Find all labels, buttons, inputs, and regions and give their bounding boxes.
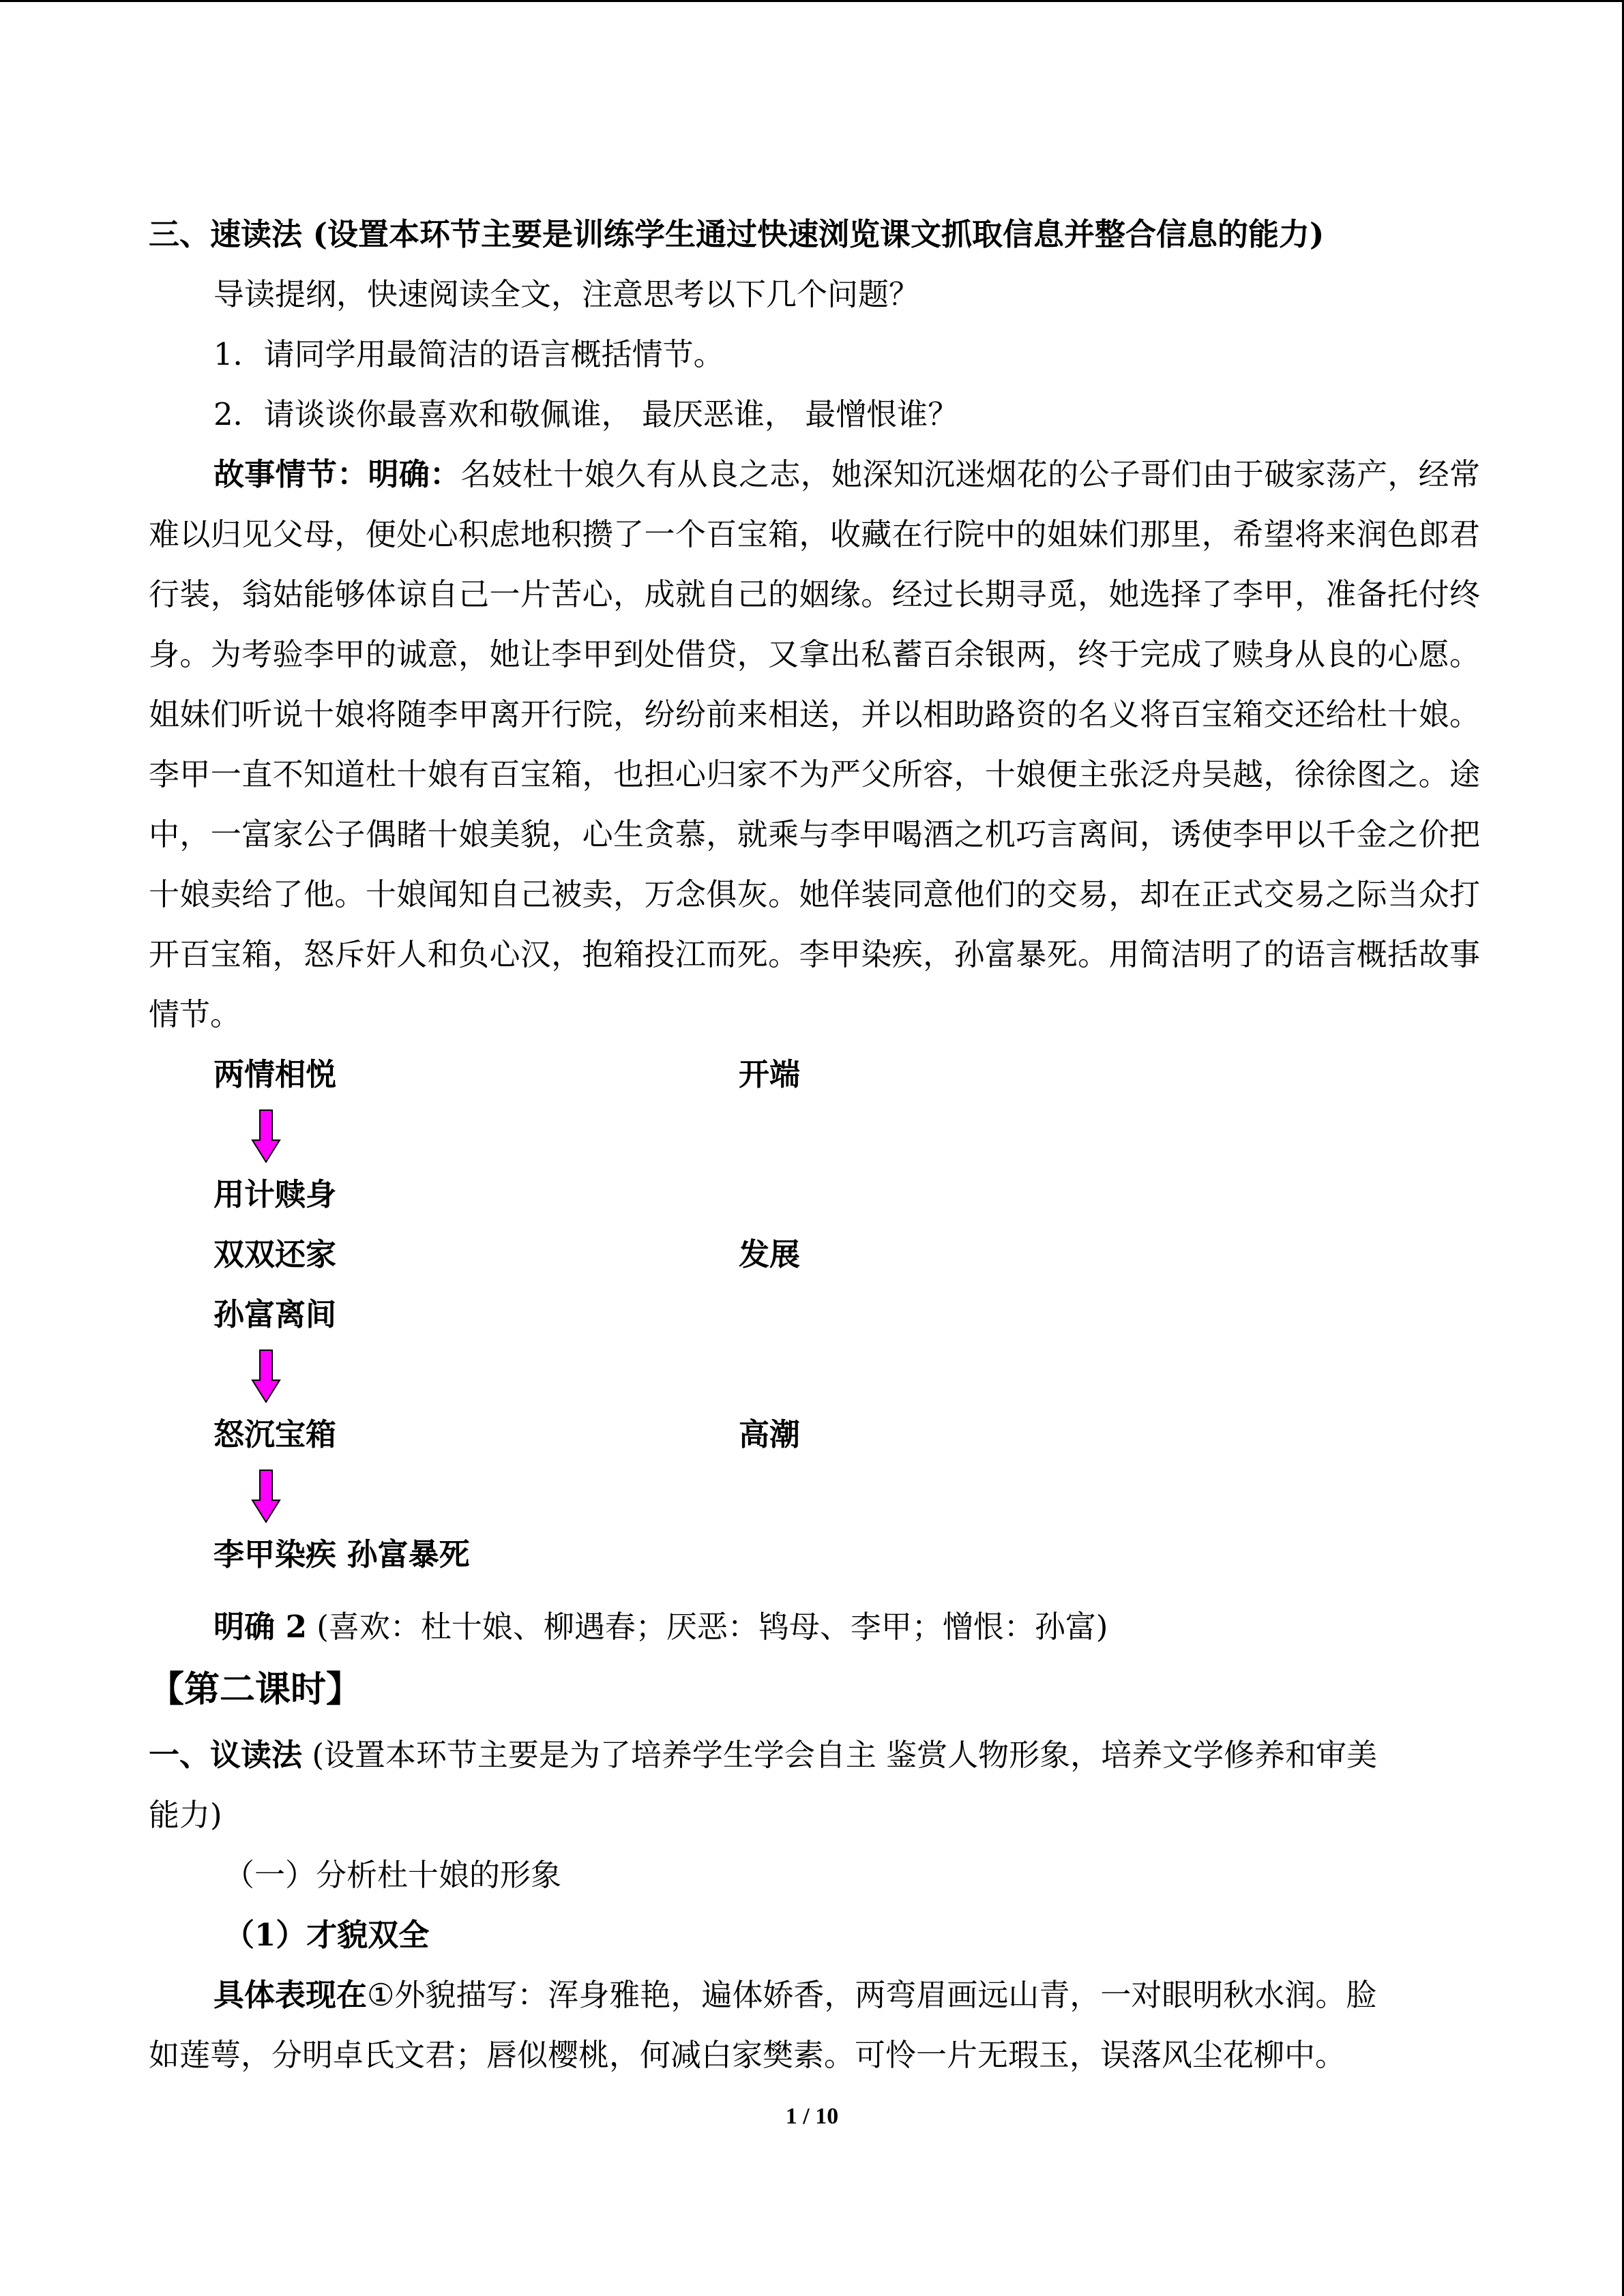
- down-arrow-icon: [251, 1469, 281, 1523]
- plot-answer-text: 名妓杜十娘久有从良之志，她深知沉迷烟花的公子哥们由于破家荡产，经常难以归见父母，便处心积虑地积攒了一个百宝箱，收藏在行院中的姐妹们那里，希望将来润色郎君行装，翁姑能够体谅自己一片苦心，成就自己的姻缘。经过长期寻觅，她选择了李甲，准备托付终身。为考验李甲的诚意，她让李甲到处借贷，又拿出私蓄百余银两，终于完成了赎身从良的心愿。姐妹们听说十娘将随李甲离开行院，纷纷前来相送，并以相助路资的名义将百宝箱交还给杜十娘。李甲一直不知道杜十娘有百宝箱，也担心归家不为严父所容，十娘便主张泛舟吴越，徐徐图之。途中，一富家公子偶睹十娘美貌，心生贪慕，就乘与李甲喝酒之机巧言离间，诱使李甲以千金之价把十娘卖给了他。十娘闻知自己被卖，万念俱灰。她佯装同意他们的交易，却在正式交易之际当众打开百宝箱，怒斥奸人和负心汉，抱箱投江而死。李甲染疾，孙富暴死。用简洁明了的语言概括故事情节。: [149, 456, 1480, 1032]
- lesson2-section1-line2: 能力): [149, 1797, 222, 1833]
- page-number: 1 / 10: [785, 2104, 839, 2129]
- answer2-line: [149, 1597, 1480, 1657]
- down-arrow-icon: [251, 1349, 281, 1403]
- plot-answer-label: 故事情节：明确：: [213, 456, 461, 492]
- detail-line-1: [149, 1965, 1480, 2025]
- answer2-text: (喜欢：杜十娘、柳遇春；厌恶：鸨母、李甲；憎恨：孙富): [306, 1609, 1108, 1645]
- plot-flow-diagram: [149, 1045, 1480, 1597]
- plot-item-5: 怒沉宝箱: [213, 1416, 337, 1452]
- detail-label: 具体表现在: [213, 1977, 368, 2013]
- lesson2-section1-heading: 一、议读法: [149, 1737, 303, 1773]
- sub-heading-1: （一）分析杜十娘的形象: [224, 1857, 562, 1893]
- down-arrow-icon: [251, 1109, 281, 1163]
- plot-item-1: 两情相悦: [213, 1056, 337, 1092]
- detail-line-2: 如莲萼，分明卓氏文君；唇似樱桃，何减白家樊素。可怜一片无瑕玉，误落风尘花柳中。: [149, 2037, 1346, 2073]
- plot-answer-paragraph: [149, 445, 1480, 1045]
- lesson2-section1-line1: [149, 1725, 1480, 1785]
- circled-number-1: ①: [367, 1977, 395, 2013]
- lesson2-section1-note: (设置本环节主要是为了培养学生学会自主 鉴赏人物形象，培养文学修养和审美: [302, 1737, 1378, 1773]
- plot-item-2: 用计赎身: [213, 1176, 337, 1212]
- section3-heading-note: (设置本环节主要是训练学生通过快速浏览课文抓取信息并整合信息的能力): [302, 216, 1325, 252]
- section3-heading-line: [149, 205, 1480, 265]
- document-page: [149, 205, 1480, 2085]
- section3-heading: 三、速读法: [149, 216, 303, 252]
- plot-item-6: 李甲染疾 孙富暴死: [213, 1536, 470, 1572]
- top-border: [0, 0, 1624, 2]
- stage-climax: 高潮: [739, 1416, 801, 1452]
- question-1: 1．请同学用最简洁的语言概括情节。: [213, 336, 724, 372]
- stage-development: 发展: [739, 1236, 801, 1272]
- stage-beginning: 开端: [739, 1056, 801, 1092]
- guide-line: 导读提纲，快速阅读全文，注意思考以下几个问题？: [213, 276, 920, 312]
- sub-heading-1-1: （1）才貌双全: [224, 1917, 430, 1953]
- question-2: 2．请谈谈你最喜欢和敬佩谁， 最厌恶谁， 最憎恨谁？: [213, 396, 959, 432]
- answer2-label: 明确 2: [213, 1609, 307, 1645]
- lesson2-heading: 【第二课时】: [149, 1669, 362, 1710]
- detail-text-1: 外貌描写：浑身雅艳，遍体娇香，两弯眉画远山青，一对眼明秋水润。脸: [394, 1977, 1377, 2013]
- plot-item-3: 双双还家: [213, 1236, 337, 1272]
- plot-item-4: 孙富离间: [213, 1296, 337, 1332]
